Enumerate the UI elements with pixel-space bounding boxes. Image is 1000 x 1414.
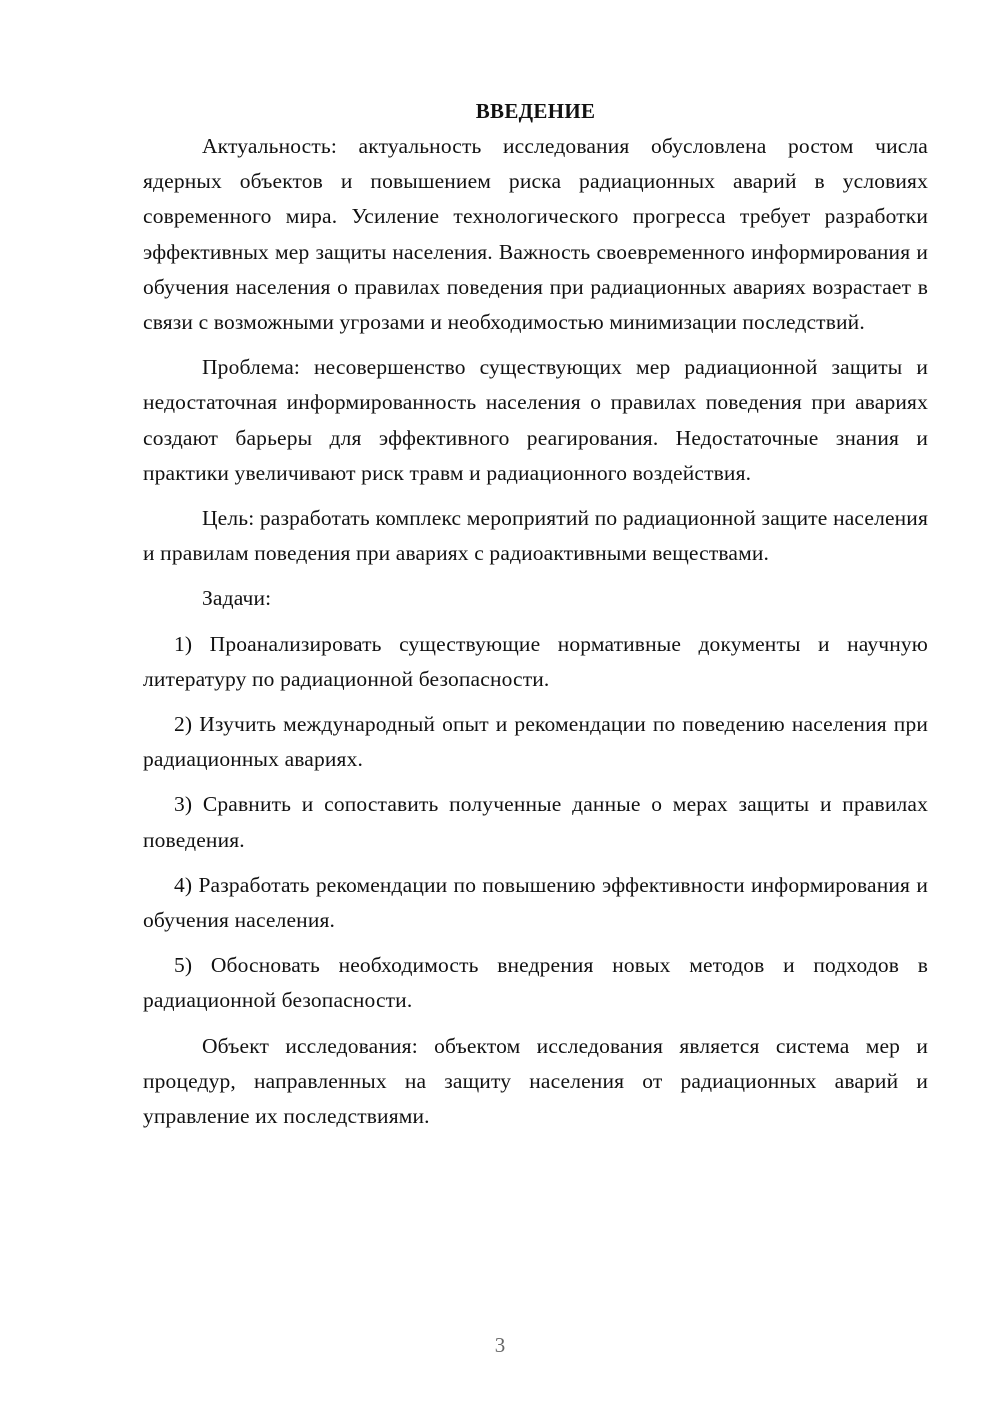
task-item-2: 2) Изучить международный опыт и рекомендации по поведению населения при радиационных авариях. xyxy=(143,712,928,772)
task-item-5: 5) Обосновать необходимость внедрения новых методов и подходов в радиационной безопасности. xyxy=(143,953,928,1013)
task-item-1: 1) Проанализировать существующие нормативные документы и научную литературу по радиационной безопасности. xyxy=(143,631,928,691)
page-content xyxy=(143,94,928,1144)
tasks-label: Задачи: xyxy=(202,586,272,611)
goal-paragraph: Цель: разработать комплекс мероприятий по радиационной защите населения и правилам поведения при авариях с радиоактивными веществами. xyxy=(143,506,928,566)
problem-paragraph: Проблема: несовершенство существующих мер радиационной защиты и недостаточная информированность населения о правилах поведения при авариях создают барьеры для эффективного реагирования. Недостаточные знания и практики увеличивают риск травм и радиационного воздействия. xyxy=(143,355,928,485)
task-item-3: 3) Сравнить и сопоставить полученные данные о мерах защиты и правилах поведения. xyxy=(143,792,928,852)
relevance-paragraph: Актуальность: актуальность исследования обусловлена ростом числа ядерных объектов и повышением риска радиационных аварий в условиях современного мира. Усиление технологического прогресса требует разработки эффективных мер защиты населения. Важность своевременного информирования и обучения населения о правилах поведения при радиационных авариях возрастает в связи с возможными угрозами и необходимостью минимизации последствий. xyxy=(143,134,928,335)
page-number: 3 xyxy=(494,1333,506,1357)
section-heading: ВВЕДЕНИЕ xyxy=(475,99,596,123)
object-paragraph: Объект исследования: объектом исследования является система мер и процедур, направленных на защиту населения от радиационных аварий и управление их последствиями. xyxy=(143,1033,928,1129)
task-item-4: 4) Разработать рекомендации по повышению эффективности информирования и обучения населения. xyxy=(143,872,928,933)
